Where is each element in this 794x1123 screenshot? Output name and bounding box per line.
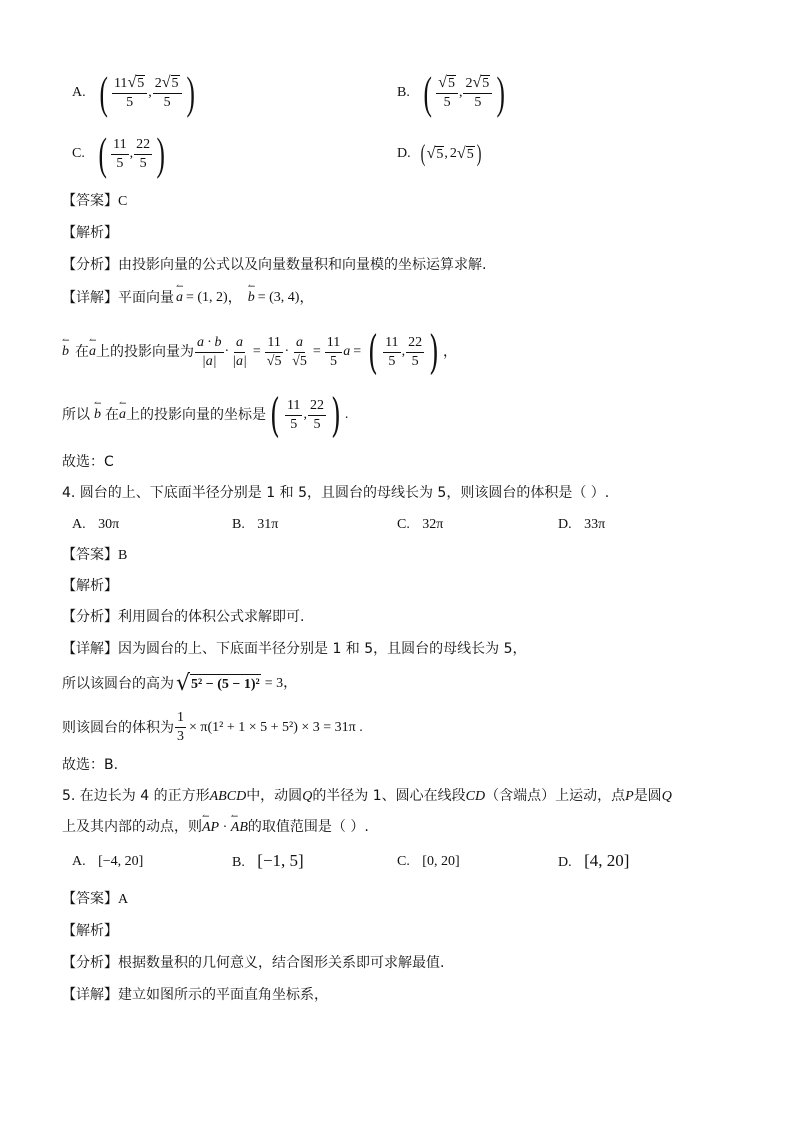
fraction: $\frac{1}{3}$: [177, 710, 184, 744]
sqrt: √ 5: [127, 74, 145, 91]
volume-line: 则该圆台的体积为 $\frac{1}{3}$ × π(1² + 1 × 5 + 5²) × 3 = 31π .: [62, 710, 363, 744]
projection-line: ↼ b 在 ↼ a 上的投影向量为 $\frac{a \cdot b}{|a|}$ · $\frac{a}{|a|}$ = $\frac{11}{√5}$ · $\frac{a}{√5}$ = $\frac{11}{5}$ a = ( $\frac{11}{5}$ , $\frac{22}{5}$ ) ，: [62, 329, 457, 375]
q5-option-a: A. [−4, 20]: [72, 854, 144, 869]
fraction: $\frac{a}{|a|}$: [232, 334, 247, 369]
vector-ab: ↼ AB: [231, 819, 248, 837]
q5-option-b: B. [−1, 5]: [232, 851, 304, 870]
fenxi-tag: 【分析】: [62, 257, 118, 273]
q5-option-d: D. [4, 20]: [558, 851, 630, 870]
trailing-comma: ，: [299, 290, 314, 306]
left-paren: (: [368, 325, 379, 379]
q4-option-c: C. 32π: [397, 517, 444, 532]
fraction: $\frac{a}{√5}$: [292, 334, 307, 369]
option-label: D.: [397, 146, 411, 161]
fraction: √ 5 5: [436, 75, 458, 111]
detail-line: [62, 986, 328, 1004]
sqrt: √ 5: [161, 74, 179, 91]
option-label: A.: [72, 85, 86, 100]
fraction: $\frac{11}{√5}$: [266, 334, 282, 369]
detail-line: [62, 289, 313, 307]
height-line: 所以该圆台的高为 √ 5² − (5 − 1)² = 3，: [62, 671, 298, 696]
answer-tag: 【答案】: [62, 193, 118, 209]
q4-option-a: A. 30π: [72, 517, 120, 532]
detail-tag: 【详解】: [62, 290, 118, 306]
fraction: $\frac{11}{5}$: [286, 397, 301, 432]
detail-text: 因为圆台的上、下底面半径分别是 1 和 5，且圆台的母线长为 5，: [118, 641, 527, 657]
question-stem-line-2: 上及其内部的动点，则↼ AP · ↼ AB的取值范围是（ ）.: [62, 818, 369, 837]
choose-line: 故选：C: [62, 454, 114, 470]
q4-option-b: B. 31π: [232, 517, 279, 532]
q5-option-c: C. [0, 20]: [397, 854, 460, 869]
left-paren: (: [98, 128, 107, 179]
sqrt: √ 5: [426, 145, 444, 162]
option-d: D. ( √ 5 , 2 √ 5 ): [397, 141, 482, 167]
separator-comma: ，: [227, 290, 242, 306]
detail-tag: 【详解】: [62, 641, 118, 657]
fenxi-tag: 【分析】: [62, 955, 118, 971]
detail-text: 建立如图所示的平面直角坐标系，: [118, 987, 328, 1003]
right-paren: ): [429, 325, 439, 379]
right-paren: ): [185, 67, 195, 118]
left-paren: (: [420, 141, 426, 167]
fenxi-text: 利用圆台的体积公式求解即可.: [118, 609, 305, 625]
q4-option-d: D. 33π: [558, 517, 606, 532]
fraction: 2 √ 5 5: [463, 75, 492, 111]
detail-line: [62, 640, 527, 658]
fraction: 11 √ 5 5: [112, 75, 147, 111]
analysis-tag: 【解析】: [62, 225, 118, 241]
fenxi-line: [62, 256, 486, 274]
option-b: B. ( √ 5 5 , 2 √ 5 5 ): [397, 67, 506, 118]
fraction: $\frac{22}{5}$: [136, 136, 151, 171]
sqrt: √ 5: [438, 74, 455, 91]
detail-tag: 【详解】: [62, 987, 118, 1003]
fraction: $\frac{11}{5}$: [113, 136, 127, 171]
analysis-tag: 【解析】: [62, 578, 118, 594]
option-label: B.: [397, 85, 410, 100]
vector-a: ↼ a: [89, 343, 96, 361]
answer-value: A: [118, 892, 129, 907]
conclusion-line: 所以 ↼ b 在 ↼ a 上的投影向量的坐标是 ( $\frac{11}{5}$ , $\frac{22}{5}$ ) .: [62, 392, 348, 438]
right-paren: ): [476, 141, 482, 167]
vector-b: ↼ b: [94, 406, 101, 424]
sqrt: √ 5: [456, 145, 474, 162]
option-a: A. ( 11 √ 5 5 , 2 √ 5 5 ): [72, 67, 195, 118]
answer-line: [62, 192, 127, 211]
fenxi-tag: 【分析】: [62, 609, 118, 625]
option-c: C. ( $\frac{11}{5}$ , $\frac{22}{5}$ ): [72, 128, 166, 179]
left-paren: (: [99, 67, 108, 118]
vector-b: ↼ b: [62, 343, 69, 361]
fraction: $\frac{a \cdot b}{|a|}$: [197, 334, 222, 369]
question-stem-line-1: 5. 在边长为 4 的正方形ABCD中，动圆Q的半径为 1、圆心在线段CD（含端点）上运动，点P是圆Q: [62, 788, 672, 804]
fraction: $\frac{22}{5}$: [309, 397, 324, 432]
vector-b-value: = (3, 4): [257, 290, 300, 305]
answer-value: B: [118, 548, 128, 563]
question-stem: 4. 圆台的上、下底面半径分别是 1 和 5，且圆台的母线长为 5，则该圆台的体积是（ ）.: [62, 485, 610, 501]
answer-tag: 【答案】: [62, 547, 118, 563]
vector-a: ↼ a: [119, 406, 126, 424]
answer-line: [62, 890, 128, 909]
answer-line: [62, 546, 127, 565]
option-label: C.: [72, 146, 85, 161]
vector-b: ↼ b: [248, 289, 255, 307]
left-paren: (: [423, 67, 432, 118]
fenxi-text: 由投影向量的公式以及向量数量积和向量模的坐标运算求解.: [118, 257, 487, 273]
fenxi-line: [62, 608, 304, 626]
right-paren: ): [496, 67, 506, 118]
answer-tag: 【答案】: [62, 891, 118, 907]
fraction: $\frac{11}{5}$: [385, 334, 399, 369]
analysis-tag: 【解析】: [62, 923, 118, 939]
vector-ap: ↼ AP: [202, 819, 219, 837]
vector-a: ↼ a: [176, 289, 183, 307]
fraction: 2 √ 5 5: [153, 75, 182, 111]
detail-intro: 平面向量: [118, 290, 174, 306]
choose-line: 故选：B.: [62, 757, 119, 773]
sqrt: √ 5² − (5 − 1)²: [176, 671, 260, 696]
fraction: $\frac{11}{5}$: [326, 334, 341, 369]
fenxi-line: [62, 954, 444, 972]
vector-a-value: = (1, 2): [186, 290, 228, 305]
fenxi-text: 根据数量积的几何意义，结合图形关系即可求解最值.: [118, 955, 445, 971]
answer-value: C: [118, 194, 128, 209]
sqrt: √ 5: [472, 74, 490, 91]
left-paren: (: [270, 388, 280, 442]
right-paren: ): [330, 388, 341, 442]
fraction: $\frac{22}{5}$: [408, 334, 423, 369]
right-paren: ): [156, 128, 166, 179]
